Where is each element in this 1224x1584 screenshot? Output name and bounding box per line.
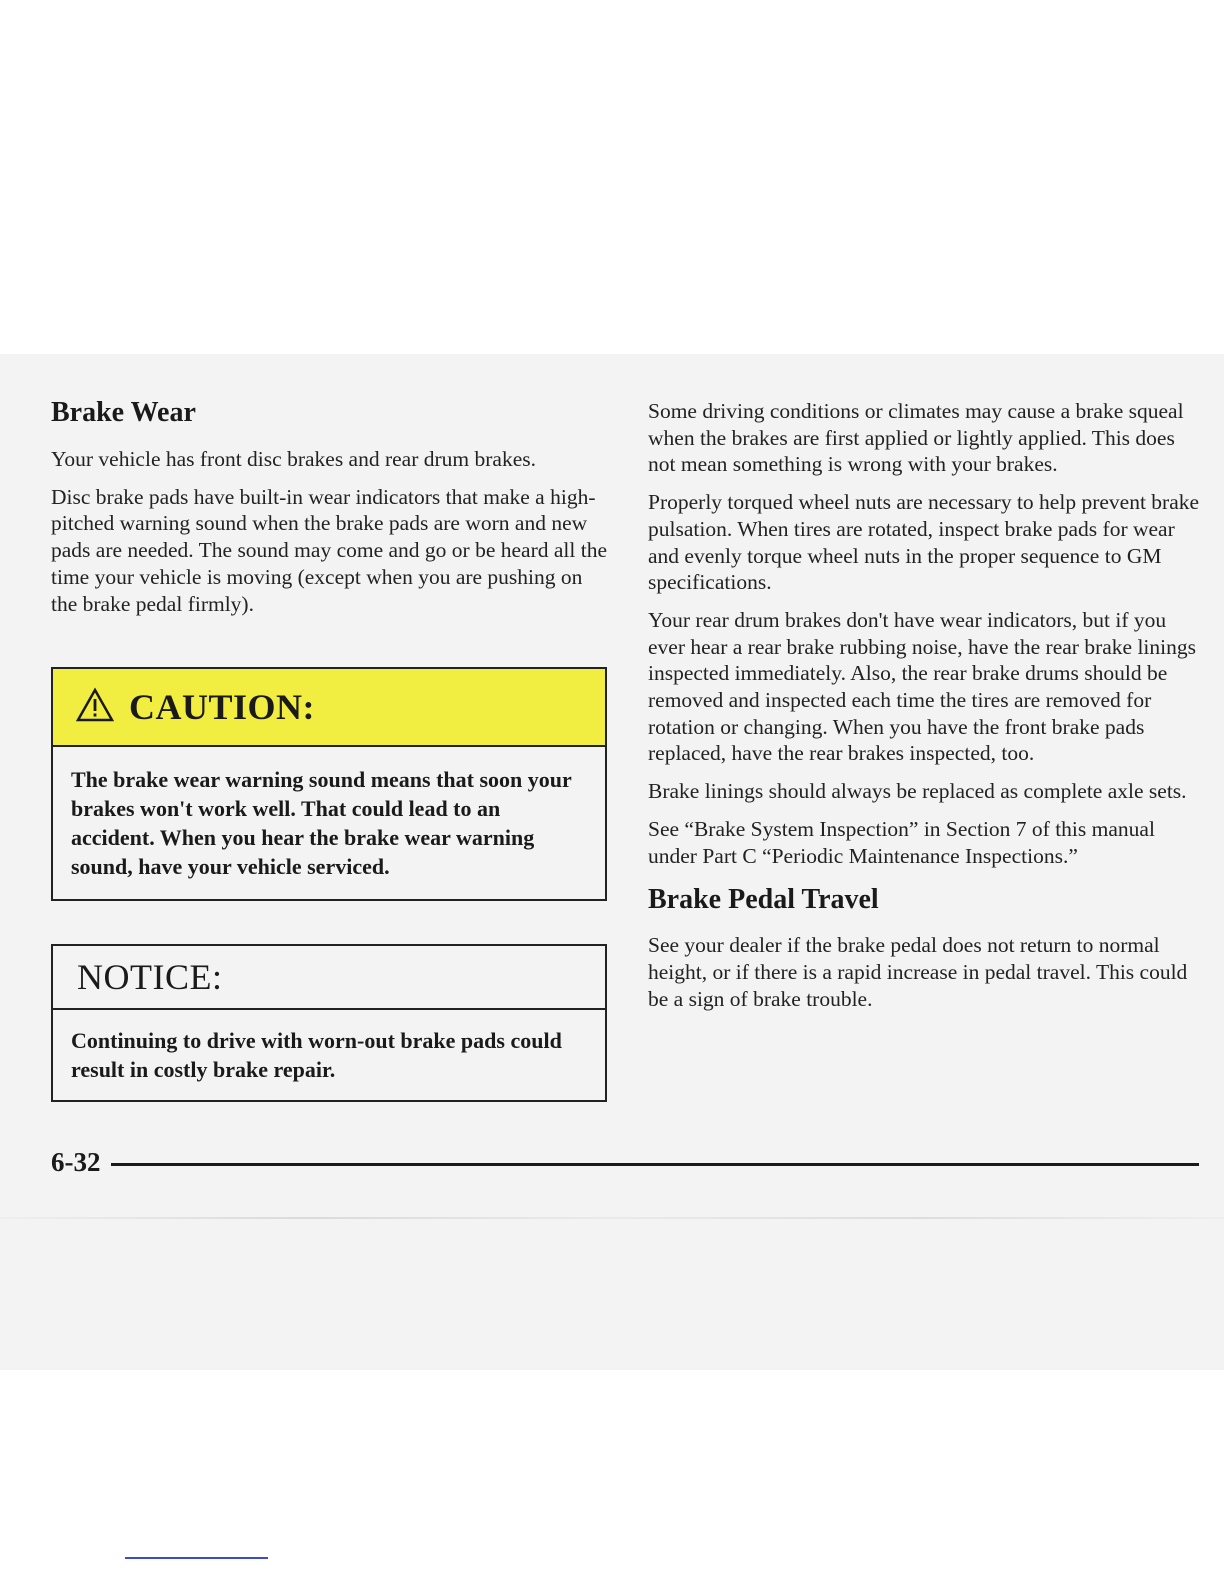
caution-header bbox=[53, 669, 605, 747]
scan-artifact-line bbox=[0, 1217, 1224, 1219]
section-heading-brake-wear: Brake Wear bbox=[51, 397, 196, 428]
paragraph-inspection-reference: See “Brake System Inspection” in Section 7 of this manual under Part C “Periodic Maintenance Inspections.” bbox=[648, 816, 1155, 868]
page-footer bbox=[51, 1145, 1199, 1179]
paragraph-rear-drum: Your rear drum brakes don't have wear indicators, but if you ever hear a rear brake rubbing noise, have the rear brake linings inspected immediately. Also, the rear brake drums should be removed and inspected each time the tires are removed for rotation or changing. When you have the front brake pads replaced, have the rear brakes inspected, too. bbox=[648, 607, 1196, 766]
section-heading-pedal-travel: Brake Pedal Travel bbox=[648, 884, 879, 916]
paragraph-wheel-nuts: Properly torqued wheel nuts are necessary to help prevent brake pulsation. When tires are rotated, inspect brake pads for wear and evenly torque wheel nuts in the proper sequence to GM specifications. bbox=[648, 490, 1200, 595]
notice-box bbox=[51, 944, 607, 1102]
caution-text: The brake wear warning sound means that soon your brakes won't work well. That could lead to an accident. When you hear the brake wear warning sound, have your vehicle serviced. bbox=[71, 767, 572, 879]
caution-box bbox=[51, 667, 607, 901]
paragraph-pedal-travel: See your dealer if the brake pedal does not return to normal height, or if there is a rapid increase in pedal travel. This could be a sign of brake trouble. bbox=[648, 933, 1188, 1011]
caution-title: CAUTION: bbox=[129, 687, 316, 727]
notice-title: NOTICE: bbox=[77, 957, 223, 997]
page-number: 6-32 bbox=[51, 1146, 101, 1177]
paragraph-brake-squeal: Some driving conditions or climates may cause a brake squeal when the brakes are first applied or lightly applied. This does not mean something is wrong with your brakes. bbox=[648, 399, 1184, 477]
left-column bbox=[51, 396, 611, 628]
link-underline bbox=[125, 1557, 268, 1559]
paragraph-brake-types: Your vehicle has front disc brakes and rear drum brakes. bbox=[51, 447, 536, 471]
footer-rule bbox=[111, 1163, 1200, 1166]
right-column bbox=[648, 398, 1208, 1023]
notice-text: Continuing to drive with worn-out brake pads could result in costly brake repair. bbox=[71, 1028, 562, 1082]
paragraph-wear-indicators: Disc brake pads have built-in wear indicators that make a high-pitched warning sound when the brake pads are worn and new pads are needed. The sound may come and go or be heard all the time your vehicle is moving (except when you are pushing on the brake pedal firmly). bbox=[51, 484, 608, 616]
paragraph-axle-sets: Brake linings should always be replaced as complete axle sets. bbox=[648, 779, 1187, 804]
warning-triangle-icon bbox=[75, 687, 115, 728]
notice-header bbox=[53, 946, 605, 1010]
